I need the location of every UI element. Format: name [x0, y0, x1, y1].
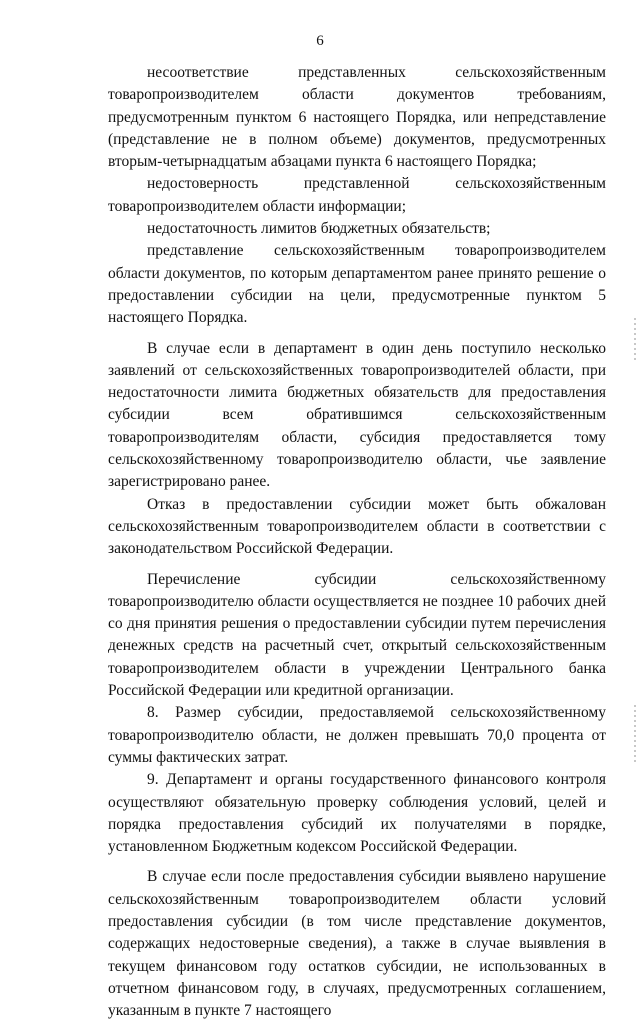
- paragraph-mismatch-documents: несоответствие представленных сельскохозяйственным товаропроизводителем области документов требованиям, предусмотренным пунктом 6 настоящего Порядка, или непредставление (представление не в полном объеме) документов, предусмотренных вторым-четырнадцатым абзацами пункта 6 настоящего Порядка;: [108, 64, 606, 171]
- scan-edge-mark: [634, 705, 636, 765]
- paragraph-section-8: 8. Размер субсидии, предоставляемой сельскохозяйственному товаропроизводителю области, не должен превышать 70,0 процента от суммы фактических затрат.: [108, 704, 606, 766]
- paragraph-unreliable-information: недостоверность представленной сельскохозяйственным товаропроизводителем области информации;: [108, 175, 606, 215]
- document-body: [108, 62, 606, 1022]
- page-number: 6: [316, 33, 324, 49]
- paragraph-section-9: 9. Департамент и органы государственного финансового контроля осуществляют обязательную проверку соблюдения условий, целей и порядка предоставления субсидий их получателями в порядке, установленном Бюджетным кодексом Российской Федерации.: [108, 771, 606, 856]
- paragraph-violation-case: В случае если после предоставления субсидии выявлено нарушение сельскохозяйственным товаропроизводителем области условий предоставления субсидии (в том числе представление документов, содержащих недостоверные сведения), а также в случае выявления в текущем финансовом году остатков субсидии, не использованных в отчетном финансовом году, в случаях, предусмотренных соглашением, указанным в пункте 7 настоящего: [108, 868, 606, 1020]
- paragraph-subsidy-transfer: Перечисление субсидии сельскохозяйственному товаропроизводителю области осуществляется не позднее 10 рабочих дней со дня принятия решения о предоставлении субсидии путем перечисления денежных средств на расчетный счет, открытый сельскохозяйственным товаропроизводителем области в учреждении Центрального банка Российской Федерации или кредитной организации.: [108, 570, 606, 700]
- scan-edge-mark: [634, 318, 636, 360]
- paragraph-same-day-applications: В случае если в департамент в один день поступило несколько заявлений от сельскохозяйственных товаропроизводителей области, при недостаточности лимита бюджетных обязательств для предоставления субсидии всем обратившимся сельскохозяйственным товаропроизводителям области, субсидия предоставляется тому сельскохозяйственному товаропроизводителю области, чье заявление зарегистрировано ранее.: [108, 339, 606, 491]
- paragraph-repeated-submission: представление сельскохозяйственным товаропроизводителем области документов, по которым департаментом ранее принято решение о предоставлении субсидии на цели, предусмотренные пунктом 5 настоящего Порядка.: [108, 242, 606, 327]
- paragraph-insufficient-limits: недостаточность лимитов бюджетных обязательств;: [147, 220, 491, 238]
- paragraph-refusal-appeal: Отказ в предоставлении субсидии может быть обжалован сельскохозяйственным товаропроизводителем области в соответствии с законодательством Российской Федерации.: [108, 495, 606, 558]
